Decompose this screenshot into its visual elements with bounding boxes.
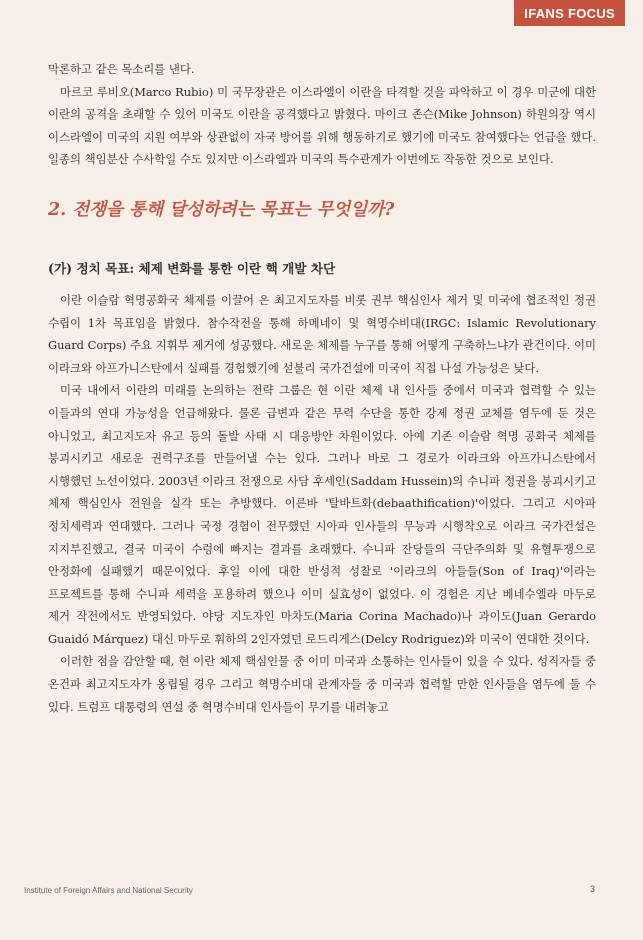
section-title: 2. 전쟁을 통해 달성하려는 목표는 무엇일까? — [48, 199, 395, 220]
document-body — [48, 58, 596, 718]
page-number: 3 — [589, 884, 595, 894]
paragraph-continuation: 막론하고 같은 목소리를 낸다. — [48, 62, 195, 76]
paragraph-rubio: 마르코 루비오(Marco Rubio) 미 국무장관은 이스라엘이 이란을 타격할 것을 파악하고 이 경우 미군에 대한 이란의 공격을 초래할 수 있어 미국도 이란을 공격했다고 밝혔다. 마이크 존슨(Mike Johnson) 하원의장 역시 이스라엘이 미국의 지원 여부와 상관없이 자국 방어를 위해 행동하기로 했기에 미국도 참여했다는 언급을 했다. 일종의 책임분산 수사학일 수도 있지만 이스라엘과 미국의 특수관계가 이번에도 작동한 것으로 보인다. — [48, 84, 596, 167]
paragraph-core-figures: 이러한 점을 감안할 때, 현 이란 체제 핵심인물 중 이미 미국과 소통하는 인사들이 있을 수 있다. 성직자들 중 온건파 최고지도자가 옹립될 경우 그리고 혁명수비대 관계자들 중 미국과 협력할 만한 인사들을 염두에 둘 수 있다. 트럼프 대통령의 연설 중 혁명수비대 인사들이 무기를 내려놓고 — [48, 654, 596, 714]
subsection-title: (가) 정치 목표: 체제 변화를 통한 이란 핵 개발 차단 — [48, 260, 336, 276]
paragraph-strategy-group: 미국 내에서 이란의 미래를 논의하는 전략 그룹은 현 이란 체제 내 인사들 중에서 미국과 협력할 수 있는 이들과의 연대 가능성을 언급해왔다. 물론 급변과 같은 무력 수단을 통한 강제 정권 교체를 염두에 둔 것은 아니었고, 최고지도자 유고 등의 돌발 사태 시 대응방안 차원이었다. 아예 기존 이슬람 혁명 공화국 체제를 붕괴시키고 새로운 권력구조를 만들어낼 수는 있다. 그러나 바로 그 경로가 이라크와 아프가니스탄에서 시행했던 노선이었다. 2003년 이라크 전쟁으로 사담 후세인(Saddam Hussein)의 수니파 정권을 붕괴시키고 체제 핵심인사 전원을 실각 또는 추방했다. 이른바 '탈바트화(debaathification)'이었다. 그리고 시아파 정치세력과 연대했다. 그러나 국정 경험이 전무했던 시아파 인사들의 무능과 시행착오로 이라크 국가건설은 지지부진했고, 결국 미국이 수렁에 빠지는 결과를 초래했다. 수니파 잔당들의 극단주의화 및 유혈투쟁으로 안정화에 실패했기 때문이었다. 후일 이에 대한 반성적 성찰로 '이라크의 아들들(Son of Iraq)'이라는 프로젝트를 통해 수니파 세력을 포용하려 했으나 이미 실효성이 없었다. 이 경험은 지난 베네수엘라 마두로 제거 작전에서도 반영되었다. 야당 지도자인 마차도(Maria Corina Machado)나 과이도(Juan Gerardo Guaidó Márquez) 대신 마두로 휘하의 2인자였던 로드리게스(Delcy Rodriguez)와 미국이 연대한 것이다. — [48, 383, 596, 646]
publication-badge: IFANS FOCUS — [514, 0, 625, 26]
footer-institute: Institute of Foreign Affairs and National Security — [24, 886, 193, 895]
paragraph-regime-change: 이란 이슬람 혁명공화국 체제를 이끌어 온 최고지도자를 비롯 권부 핵심인사 제거 및 미국에 협조적인 정권 수립이 1차 목표임을 밝혔다. 참수작전을 통해 하메네이 및 혁명수비대(IRGC: Islamic Revolutionary Guard Corps) 주요 지휘부 제거에 성공했다. 새로운 체제를 누구를 통해 어떻게 구축하느냐가 관건이다. 이미 이라크와 아프가니스탄에서 실패를 경험했기에 섣불리 국가건설에 미국이 직접 나설 가능성은 낮다. — [48, 292, 596, 375]
